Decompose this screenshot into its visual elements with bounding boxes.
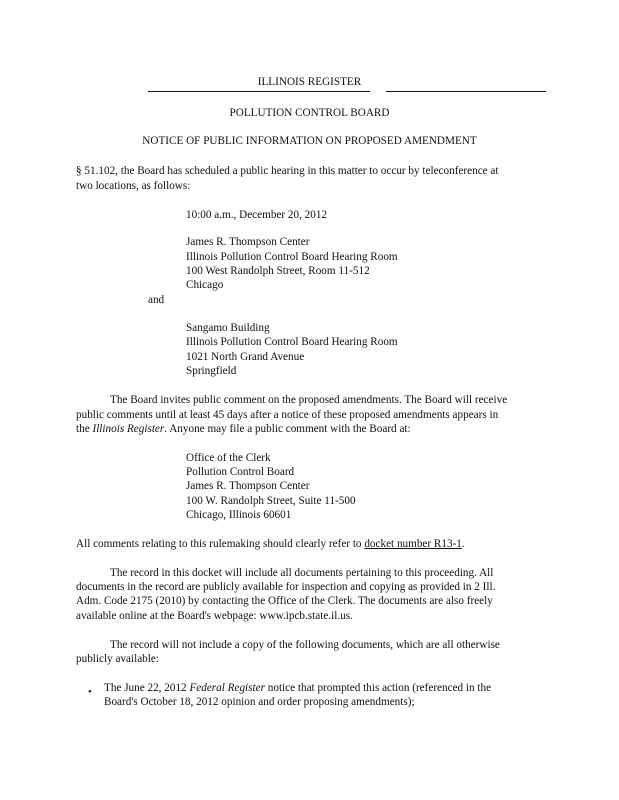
bullet-line-1: The June 22, 2012 Federal Register notice that prompted this action (referenced in the: [104, 682, 492, 694]
location2-line-4: Springfield: [186, 365, 237, 377]
clerk-line-2: Pollution Control Board: [186, 466, 295, 478]
record-line-4: available online at the Board's webpage: www.ipcb.state.il.us.: [76, 610, 353, 622]
comments-line-2: public comments until at least 45 days after a notice of these proposed amendments appears in: [76, 409, 499, 421]
federal-register-italic: Federal Register: [189, 682, 265, 694]
clerk-line-5: Chicago, Illinois 60601: [186, 509, 292, 521]
bullet-line-2: Board's October 18, 2012 opinion and order proposing amendments);: [104, 696, 415, 708]
clerk-line-4: 100 W. Randolph Street, Suite 11-500: [186, 495, 356, 507]
exclusion-line-2: publicly available:: [76, 653, 159, 665]
register-title: ILLINOIS REGISTER: [257, 76, 362, 88]
hearing-datetime: 10:00 a.m., December 20, 2012: [186, 209, 328, 221]
record-line-3: Adm. Code 2175 (2010) by contacting the Office of the Clerk. The documents are also freely: [76, 595, 493, 607]
notice-title: NOTICE OF PUBLIC INFORMATION ON PROPOSED AMENDMENT: [142, 135, 477, 147]
clerk-line-1: Office of the Clerk: [186, 452, 271, 464]
agency-title: POLLUTION CONTROL BOARD: [229, 107, 390, 119]
docket-number-link[interactable]: docket number R13-1: [364, 538, 462, 550]
location2-line-1: Sangamo Building: [186, 322, 270, 334]
and-label: and: [148, 294, 165, 306]
intro-line-2: two locations, as follows:: [76, 180, 191, 192]
header-rule-left: [148, 91, 370, 92]
bullet-icon: •: [88, 686, 92, 698]
header-rule-right: [386, 91, 546, 92]
illinois-register-italic: Illinois Register: [92, 423, 165, 435]
location1-line-3: 100 West Randolph Street, Room 11-512: [186, 265, 370, 277]
clerk-line-3: James R. Thompson Center: [186, 480, 310, 492]
docket-line: All comments relating to this rulemaking should clearly refer to docket number R13-1.: [76, 538, 465, 550]
location1-line-2: Illinois Pollution Control Board Hearing Room: [186, 251, 398, 263]
location1-line-4: Chicago: [186, 279, 224, 291]
location1-line-1: James R. Thompson Center: [186, 236, 310, 248]
location2-line-2: Illinois Pollution Control Board Hearing Room: [186, 336, 398, 348]
comments-line-1: The Board invites public comment on the proposed amendments. The Board will receive: [110, 394, 508, 406]
location2-line-3: 1021 North Grand Avenue: [186, 351, 305, 363]
comments-line-3: the Illinois Register. Anyone may file a public comment with the Board at:: [76, 423, 411, 435]
record-line-1: The record in this docket will include all documents pertaining to this proceeding. All: [110, 567, 494, 579]
record-line-2: documents in the record are publicly available for inspection and copying as provided in 2 Ill.: [76, 581, 496, 593]
exclusion-line-1: The record will not include a copy of the following documents, which are all otherwise: [110, 639, 500, 651]
intro-line-1: § 51.102, the Board has scheduled a public hearing in this matter to occur by teleconference at: [76, 165, 499, 177]
